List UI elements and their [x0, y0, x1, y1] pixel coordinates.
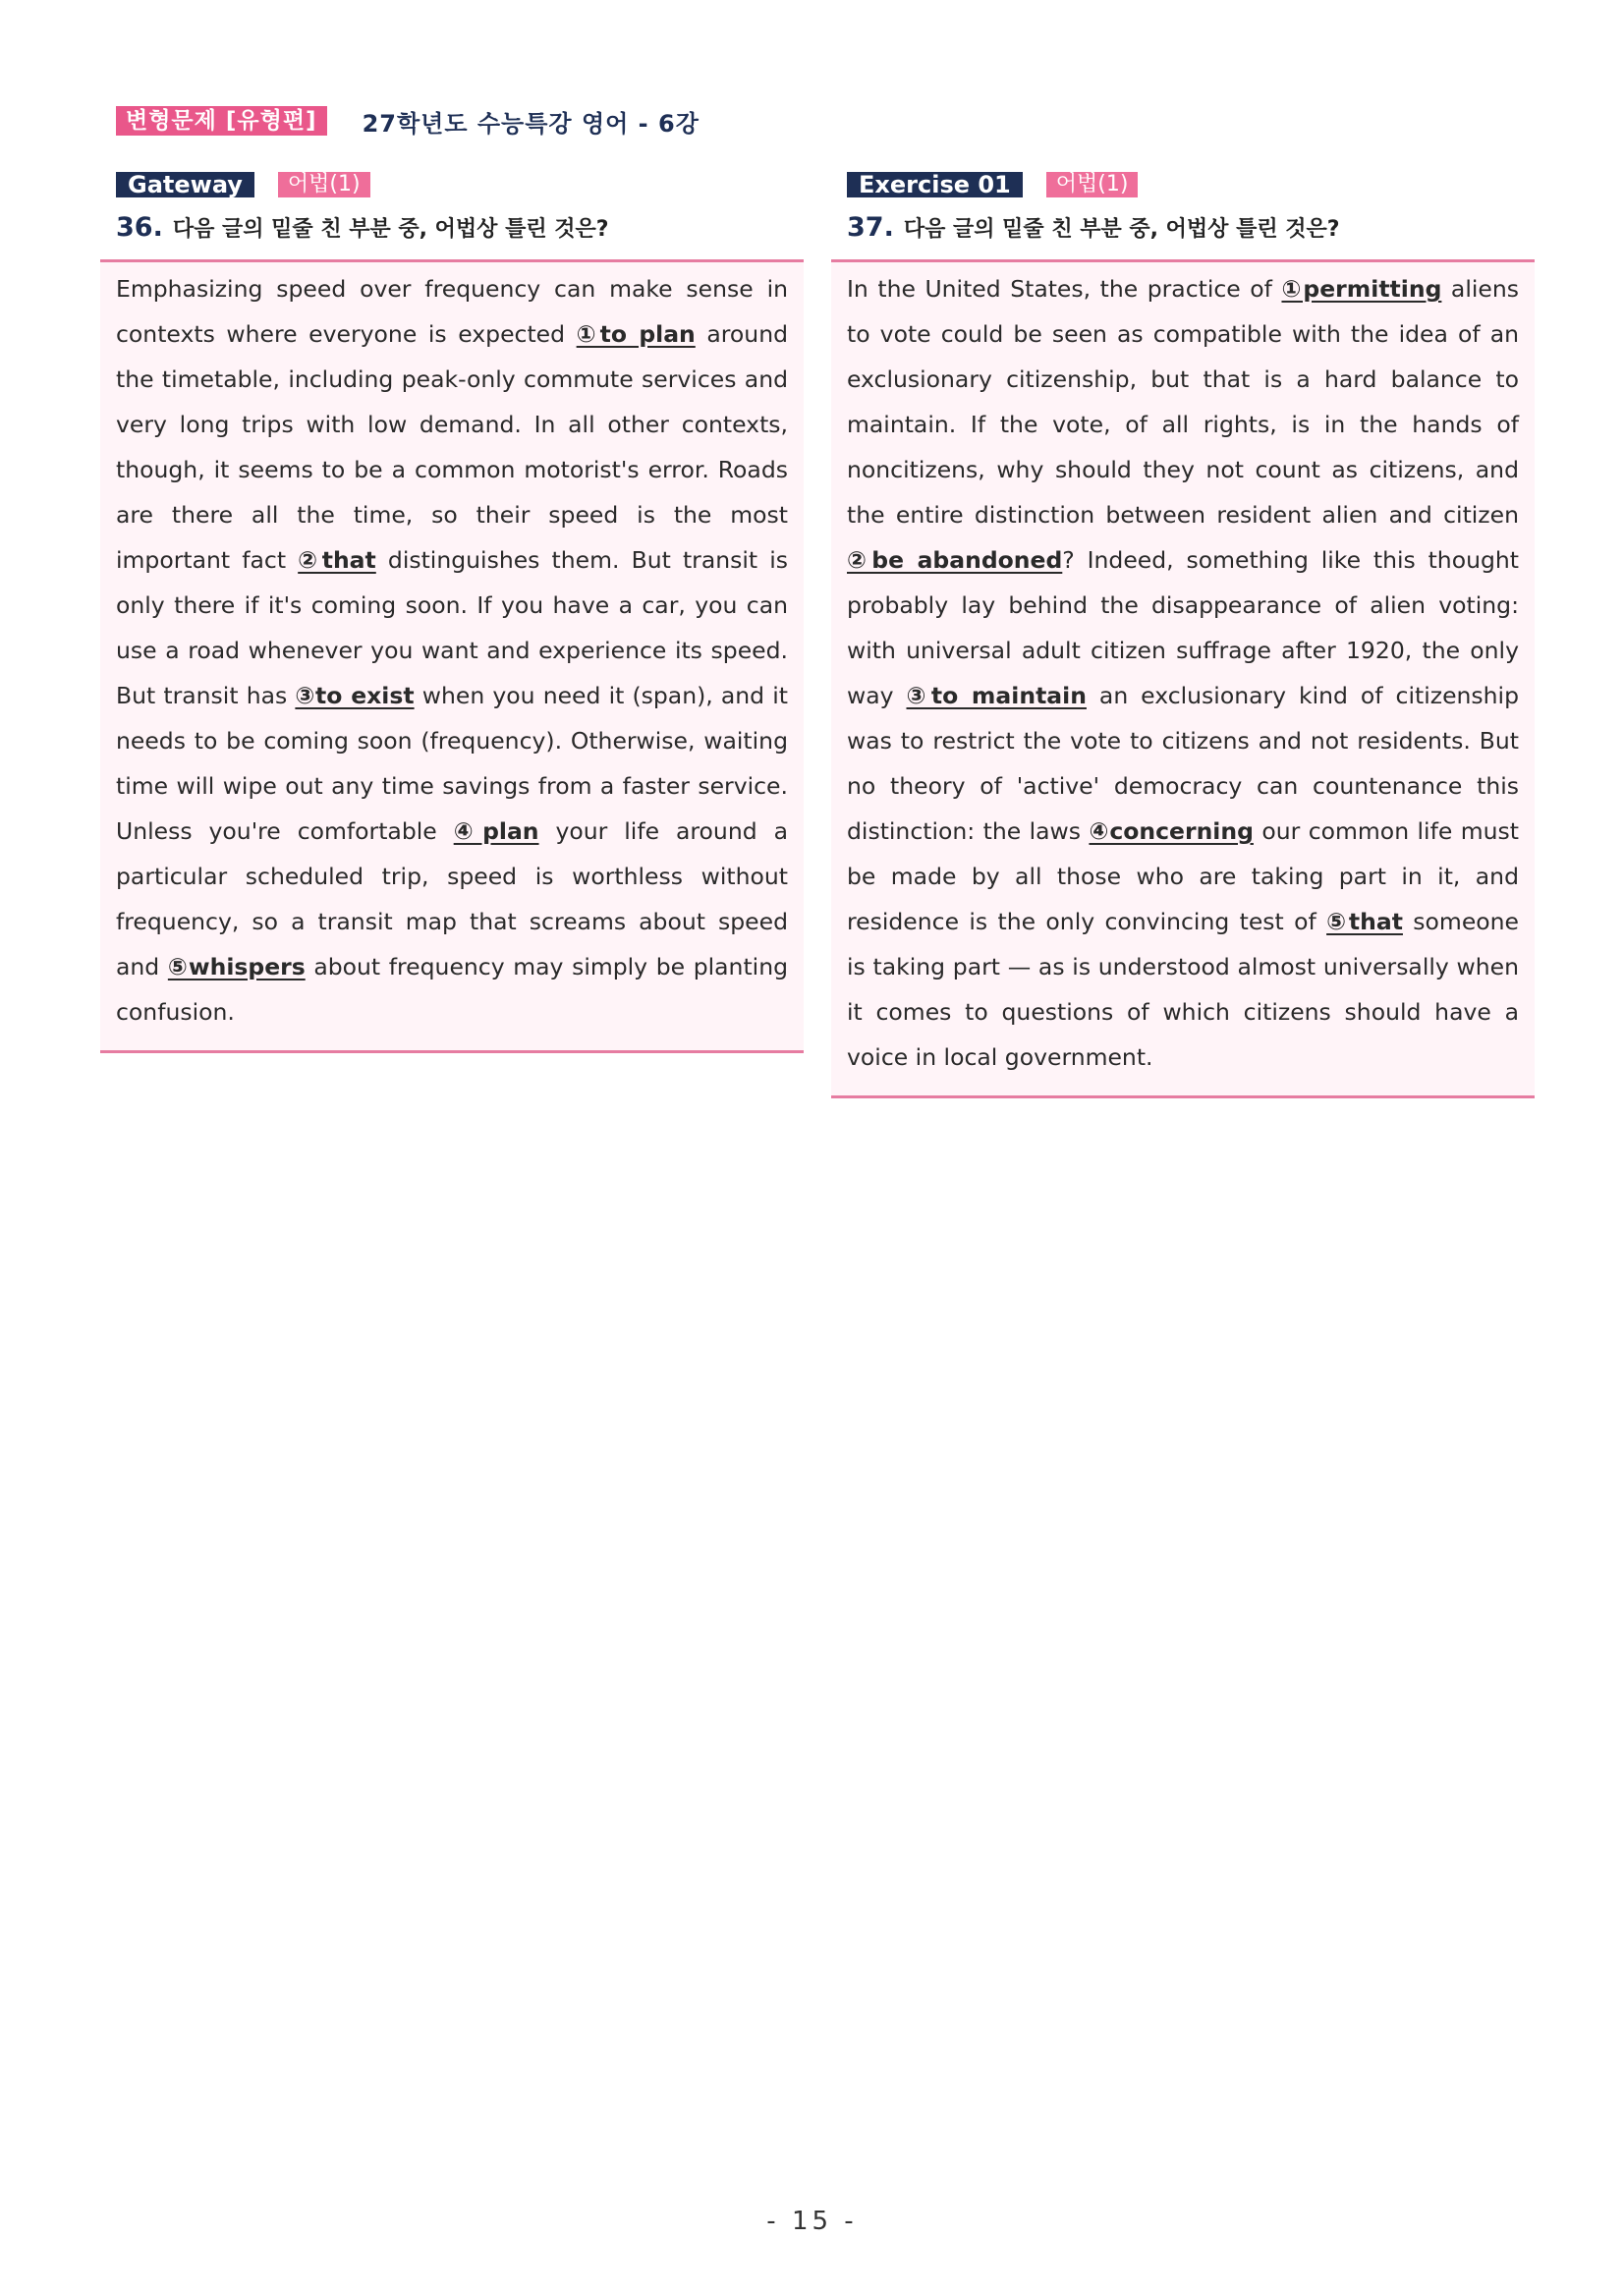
left-label-row	[100, 171, 804, 198]
passage-segment: In the United States, the practice of	[847, 275, 1282, 303]
underlined-choice: ①permitting	[1281, 275, 1442, 303]
passage-segment: our common life must be made by all those who are taking part in it, and residence is the only convincing test of	[847, 817, 1519, 935]
passage-segment: aliens to vote could be seen as compatible with the idea of an exclusionary citizenship, but that is a hard balance to maintain. If the vote, of all rights, is in the hands of noncitizens, why should they not count as citizens, and the entire distinction between resident alien and citizen	[847, 275, 1519, 529]
passage-text	[116, 266, 788, 1035]
underlined-choice: ④plan	[453, 817, 539, 845]
question-36	[100, 210, 804, 246]
question-text: 다음 글의 밑줄 친 부분 중, 어법상 틀린 것은?	[172, 217, 609, 242]
passage-text	[847, 266, 1519, 1080]
page-header	[116, 104, 700, 138]
page-number: - 15 -	[766, 2207, 858, 2236]
right-label-row	[831, 171, 1535, 198]
passage-segment: when you need it (span), and it needs to be coming soon (frequency). Otherwise, waiting time will wipe out any time savings from a faster service. Unless you're comfortable	[116, 682, 788, 845]
passage-segment: about frequency may simply be planting confusion.	[116, 953, 788, 1026]
gateway-label: Gateway	[116, 172, 254, 197]
question-text: 다음 글의 밑줄 친 부분 중, 어법상 틀린 것은?	[903, 217, 1340, 242]
underlined-choice: ③to maintain	[906, 682, 1087, 709]
passage-segment: someone is taking part — as is understood almost universally when it comes to questions of which citizens should have a voice in local government.	[847, 908, 1520, 1071]
page-title: 27학년도 수능특강 영어 - 6강	[362, 109, 700, 138]
grammar-tag: 어법(1)	[1046, 172, 1139, 197]
question-37	[831, 210, 1535, 246]
grammar-tag: 어법(1)	[278, 172, 370, 197]
underlined-choice: ②be abandoned	[847, 546, 1063, 574]
underlined-choice: ⑤whispers	[167, 953, 306, 980]
passage-segment: an exclusionary kind of citizenship was to restrict the vote to citizens and not residents. But no theory of 'active' democracy can countenance this distinction: the laws	[847, 682, 1520, 845]
underlined-choice: ④concerning	[1089, 817, 1254, 845]
passage-segment: distinguishes them. But transit is only there if it's coming soon. If you have a car, you can use a road whenever you want and experience its speed. But transit has	[116, 546, 788, 709]
question-number: 37.	[847, 212, 894, 243]
right-column	[831, 171, 1535, 1098]
passage-segment: Emphasizing speed over frequency can make sense in contexts where everyone is expected	[116, 275, 788, 348]
section-tag: 변형문제 [유형편]	[116, 106, 327, 136]
underlined-choice: ②that	[298, 546, 376, 574]
passage-segment: ? Indeed, something like this thought probably lay behind the disappearance of alien voting: with universal adult citizen suffrage after 1920, the only way	[847, 546, 1519, 709]
underlined-choice: ③to exist	[295, 682, 415, 709]
left-column	[100, 171, 804, 1053]
passage-segment: your life around a particular scheduled trip, speed is worthless without frequency, so a transit map that screams about speed and	[116, 817, 788, 980]
question-number: 36.	[116, 212, 163, 243]
passage-box	[100, 259, 804, 1053]
underlined-choice: ⑤that	[1326, 908, 1403, 935]
passage-segment: around the timetable, including peak-only commute services and very long trips with low demand. In all other contexts, though, it seems to be a common motorist's error. Roads are there all the time, so their speed is the most important fact	[116, 320, 789, 574]
exercise-label: Exercise 01	[847, 172, 1023, 197]
passage-box	[831, 259, 1535, 1098]
underlined-choice: ①to plan	[576, 320, 696, 348]
